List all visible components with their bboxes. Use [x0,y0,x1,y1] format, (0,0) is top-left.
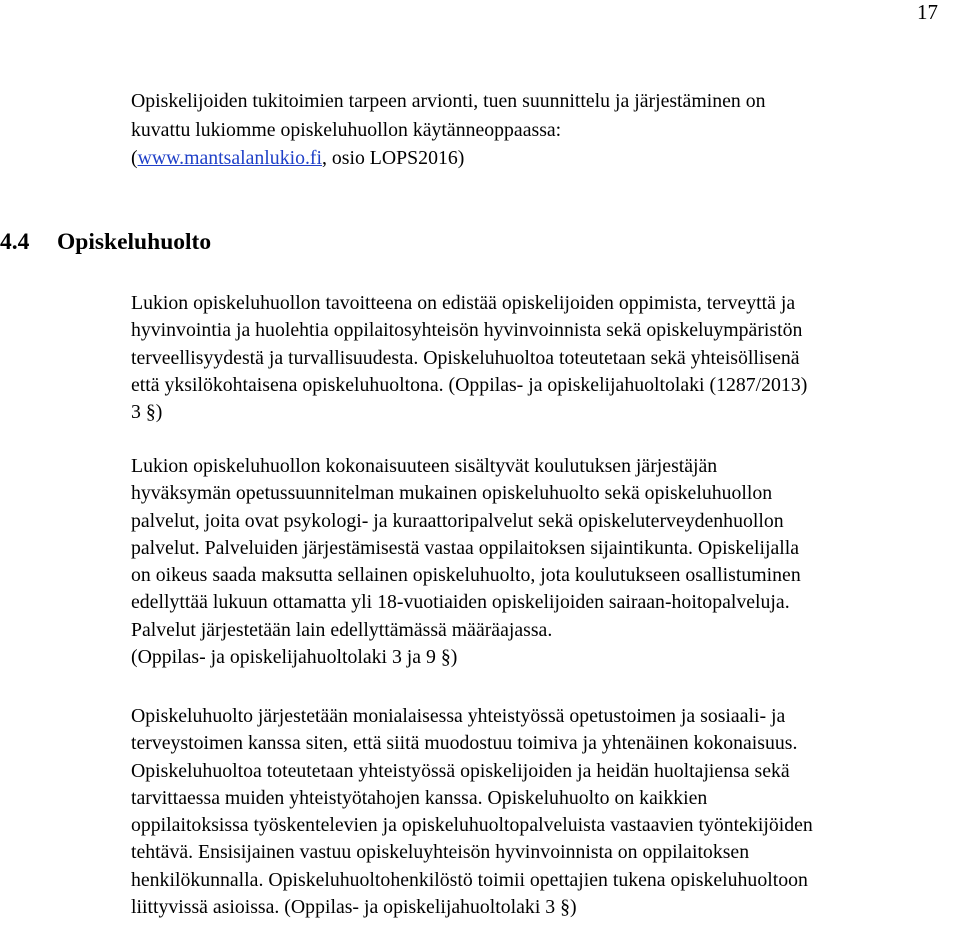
section-title: Opiskeluhuolto [57,229,212,255]
paragraph-cooperation [131,703,960,921]
paragraph-line: Lukion opiskeluhuollon tavoitteena on edistää opiskelijoiden oppimista, terveyttä ja [131,292,796,314]
paragraph-line: 3 §) [131,401,163,424]
paragraph-line: Palvelut järjestetään lain edellyttämässä määräajassa. [131,618,553,641]
paragraph-line: tarvittaessa muiden yhteistyötahojen kanssa. Opiskeluhuolto on kaikkien [131,786,708,809]
paragraph-line: tehtävä. Ensisijainen vastuu opiskeluyhteisön hyvinvoinnista on oppilaitoksen [131,841,750,864]
paragraph-line: henkilökunnalla. Opiskeluhuoltohenkilöstö toimii opettajien tukena opiskeluhuoltoon [131,868,808,891]
section-number: 4.4 [0,229,30,255]
paragraph-line: terveystoimen kanssa siten, että siitä muodostuu toimiva ja yhtenäinen kokonaisuus. [131,732,798,755]
paragraph-line: on oikeus saada maksutta sellainen opiskeluhuolto, jota koulutukseen osallistuminen [131,564,801,587]
page-number: 17 [917,0,938,24]
paragraph-line: hyvinvointia ja huolehtia oppilaitosyhteisön hyvinvoinnista sekä opiskeluympäristön [131,319,803,342]
paragraph-services [131,453,960,671]
intro-tail: , osio LOPS2016) [322,147,465,169]
paragraph-goals [131,290,960,426]
intro-line-2: kuvattu lukiomme opiskeluhuollon käytänneoppaassa: [131,118,562,141]
website-link[interactable]: www.mantsalanlukio.fi [137,147,322,169]
paragraph-text [131,703,960,921]
paragraph-line: terveellisyydestä ja turvallisuudesta. Opiskeluhuoltoa toteutetaan sekä yhteisöllisenä [131,346,800,369]
paragraph-line: Opiskeluhuoltoa toteutetaan yhteistyössä opiskelijoiden ja heidän huoltajiensa sekä [131,759,790,782]
intro-line-1: Opiskelijoiden tukitoimien tarpeen arvionti, tuen suunnittelu ja järjestäminen on [131,90,766,112]
paragraph-line: (Oppilas- ja opiskelijahuoltolaki 3 ja 9 §) [131,646,458,669]
paragraph-line: palvelut, joita ovat psykologi- ja kuraattoripalvelut sekä opiskeluterveydenhuollon [131,509,784,532]
paragraph-line: palvelut. Palveluiden järjestämisestä vastaa oppilaitoksen sijaintikunta. Opiskelijalla [131,536,800,559]
paragraph-line: että yksilökohtaisena opiskeluhuoltona. (Oppilas- ja opiskelijahuoltolaki (1287/2013) [131,373,808,396]
paragraph-line: liittyvissä asioissa. (Oppilas- ja opiskelijahuoltolaki 3 §) [131,896,577,919]
paragraph-line: hyväksymän opetussuunnitelman mukainen opiskeluhuolto sekä opiskeluhuollon [131,482,773,505]
intro-paragraph [131,87,960,173]
section-heading [0,227,211,257]
intro-open-paren: ( [131,147,138,169]
intro-text [131,87,960,173]
paragraph-line: oppilaitoksissa työskentelevien ja opiskeluhuoltopalveluista vastaavien työntekijöiden [131,814,813,837]
paragraph-line: Opiskeluhuolto järjestetään monialaisessa yhteistyössä opetustoimen ja sosiaali- ja [131,705,786,727]
paragraph-text [131,290,960,426]
paragraph-line: Lukion opiskeluhuollon kokonaisuuteen sisältyvät koulutuksen järjestäjän [131,455,718,477]
paragraph-text [131,453,960,671]
paragraph-line: edellyttää lukuun ottamatta yli 18-vuotiaiden opiskelijoiden sairaan-hoitopalveluja. [131,591,790,614]
